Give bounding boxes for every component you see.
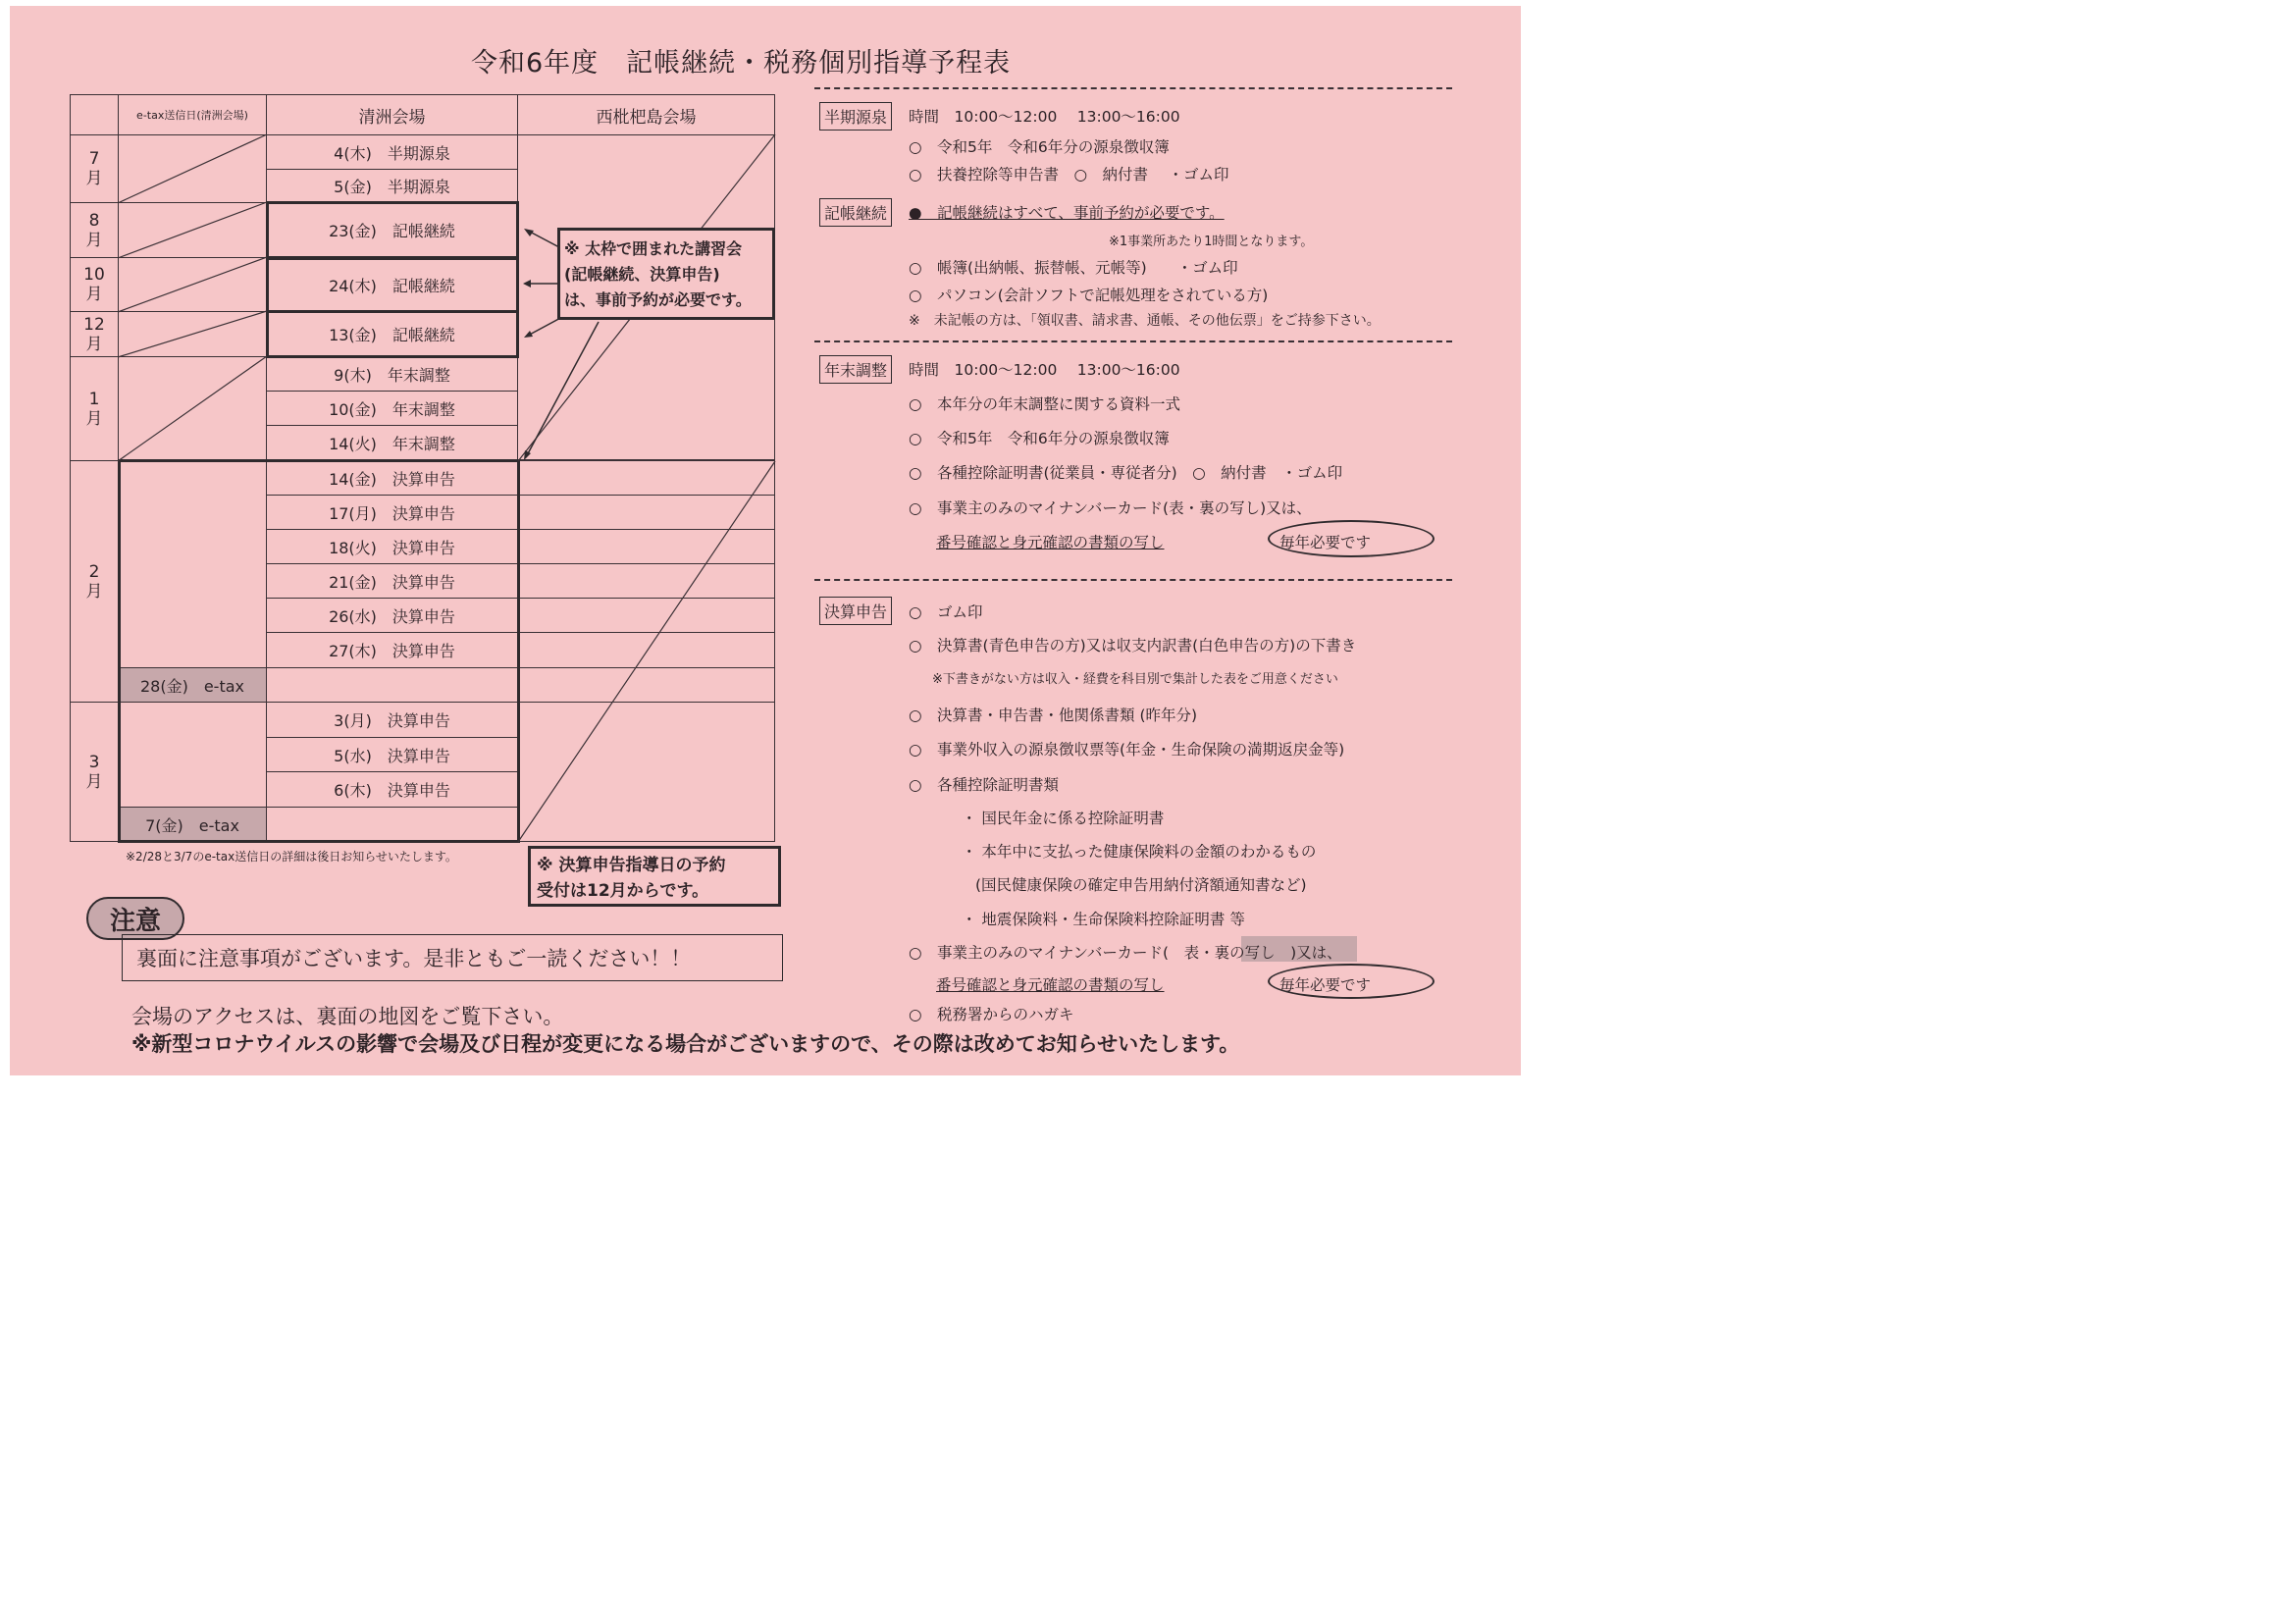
table-row: 14(火) 年末調整 (266, 425, 518, 461)
list-item: ○ 事業主のみのマイナンバーカード( 表・裏の写し )又は、 (909, 944, 1342, 962)
hanki-time: 時間 10:00～12:00 13:00～16:00 (909, 108, 1180, 126)
list-subitem: ・ 国民年金に係る控除証明書 (962, 810, 1165, 827)
list-item: ○ パソコン(会計ソフトで記帳処理をされている方) (909, 287, 1269, 304)
list-subitem: ・ 本年中に支払った健康保険料の金額のわかるもの (962, 843, 1317, 861)
list-item: ○ 令和5年 令和6年分の源泉徴収簿 (909, 138, 1170, 156)
diagonal-lines (10, 6, 795, 889)
covid-note: ※新型コロナウイルスの影響で会場及び日程が変更になる場合がございますので、その際は改めてお知らせいたします。 (131, 1032, 1240, 1056)
access-note: 会場のアクセスは、裏面の地図をご覧下さい。 (131, 1005, 564, 1028)
list-subitem: (国民健康保険の確定申告用納付済額通知書など) (975, 876, 1307, 894)
callout-line: ※ 決算申告指導日の予約 (537, 856, 726, 875)
table-row: 10(金) 年末調整 (266, 391, 518, 426)
list-item: ○ 令和5年 令和6年分の源泉徴収簿 (909, 430, 1170, 447)
notice-text: 裏面に注意事項がございます。是非ともご一読ください！！ (136, 947, 692, 970)
list-item: ○ 各種控除証明書類 (909, 776, 1060, 794)
table-row: 26(水) 決算申告 (266, 598, 518, 633)
table-row: 3(月) 決算申告 (266, 702, 518, 738)
table-row: 18(火) 決算申告 (266, 529, 518, 564)
list-item: ○ ゴム印 (909, 603, 983, 621)
list-subitem: ・ 地震保険料・生命保険料控除証明書 等 (962, 911, 1245, 928)
list-item: 番号確認と身元確認の書類の写し (936, 976, 1165, 994)
header-kiyosu: 清洲会場 (266, 94, 518, 135)
table-row: 24(木) 記帳継続 (266, 257, 518, 312)
callout-line: ※ 太枠で囲まれた講習会 (564, 239, 743, 258)
callout-line: は、事前予約が必要です。 (564, 290, 752, 309)
table-row: 5(金) 半期源泉 (266, 169, 518, 203)
list-note: ※下書きがない方は収入・経費を科目別で集計した表をご用意ください (932, 672, 1338, 687)
table-row: 5(水) 決算申告 (266, 737, 518, 772)
month-2: 2 月 (70, 460, 119, 703)
etax-date: 28(金) e-tax (118, 667, 267, 703)
month-8: 8 月 (70, 202, 119, 258)
callout-line: 受付は12月からです。 (537, 881, 709, 901)
yearly-required: 毎年必要です (1279, 976, 1372, 994)
header-biwa: 西枇杷島会場 (517, 94, 775, 135)
list-item: ○ 帳簿(出納帳、振替帳、元帳等) ・ゴム印 (909, 259, 1238, 277)
list-item: ※ 未記帳の方は、「領収書、請求書、通帳、その他伝票」をご持参下さい。 (909, 313, 1381, 329)
callout-line: (記帳継続、決算申告) (564, 265, 720, 284)
table-row: 27(木) 決算申告 (266, 632, 518, 668)
table-row: 4(木) 半期源泉 (266, 134, 518, 170)
table-row: 13(金) 記帳継続 (266, 311, 518, 357)
dashed-divider (814, 340, 1452, 342)
table-row: 17(月) 決算申告 (266, 495, 518, 530)
month-7: 7 月 (70, 134, 119, 203)
table-row: 9(木) 年末調整 (266, 356, 518, 392)
list-item: ○ 決算書・申告書・他関係書類 (昨年分) (909, 707, 1198, 724)
table-row: 14(金) 決算申告 (266, 460, 518, 496)
month-3: 3 月 (70, 702, 119, 842)
table-row: 21(金) 決算申告 (266, 563, 518, 599)
table-footnote: ※2/28と3/7のe-tax送信日の詳細は後日お知らせいたします。 (126, 850, 457, 864)
list-item: ○ 税務署からのハガキ (909, 1006, 1074, 1023)
list-item: ○ 各種控除証明書(従業員・専従者分) ○ 納付書 ・ゴム印 (909, 464, 1343, 482)
table-row: 23(金) 記帳継続 (266, 202, 518, 258)
etax-date: 7(金) e-tax (118, 807, 267, 842)
section-label-kicho: 記帳継続 (819, 198, 892, 227)
page-title: 令和6年度 記帳継続・税務個別指導予程表 (471, 48, 1012, 79)
month-10: 10 月 (70, 257, 119, 312)
schedule-sheet (10, 6, 1521, 1075)
section-label-hanki: 半期源泉 (819, 102, 892, 131)
list-item: ○ 決算書(青色申告の方)又は収支内訳書(白色申告の方)の下書き (909, 637, 1357, 654)
list-item: ● 記帳継続はすべて、事前予約が必要です。 (909, 204, 1225, 222)
nenmatsu-time: 時間 10:00～12:00 13:00～16:00 (909, 361, 1180, 379)
list-item: ○ 本年分の年末調整に関する資料一式 (909, 395, 1181, 413)
dashed-divider (814, 87, 1452, 89)
list-note: ※1事業所あたり1時間となります。 (1109, 235, 1314, 249)
notice-box (122, 934, 783, 981)
dashed-divider (814, 579, 1452, 581)
list-item: ○ 扶養控除等申告書 ○ 納付書 ・ゴム印 (909, 166, 1229, 183)
list-item: ○ 事業主のみのマイナンバーカード(表・裏の写し)又は、 (909, 499, 1312, 517)
list-item: ○ 事業外収入の源泉徴収票等(年金・生命保険の満期返戻金等) (909, 741, 1345, 759)
month-1: 1 月 (70, 356, 119, 461)
section-label-kessan: 決算申告 (819, 597, 892, 625)
notice-badge: 注意 (86, 897, 184, 940)
yearly-required: 毎年必要です (1279, 534, 1372, 551)
month-12: 12 月 (70, 311, 119, 357)
section-label-nenmatsu: 年末調整 (819, 355, 892, 384)
callout-kessan-reservation (528, 846, 781, 907)
table-row: 6(木) 決算申告 (266, 771, 518, 808)
callout-reservation (557, 228, 775, 320)
header-etax: e-tax送信日(清洲会場) (118, 94, 267, 135)
list-item: 番号確認と身元確認の書類の写し (936, 534, 1165, 551)
